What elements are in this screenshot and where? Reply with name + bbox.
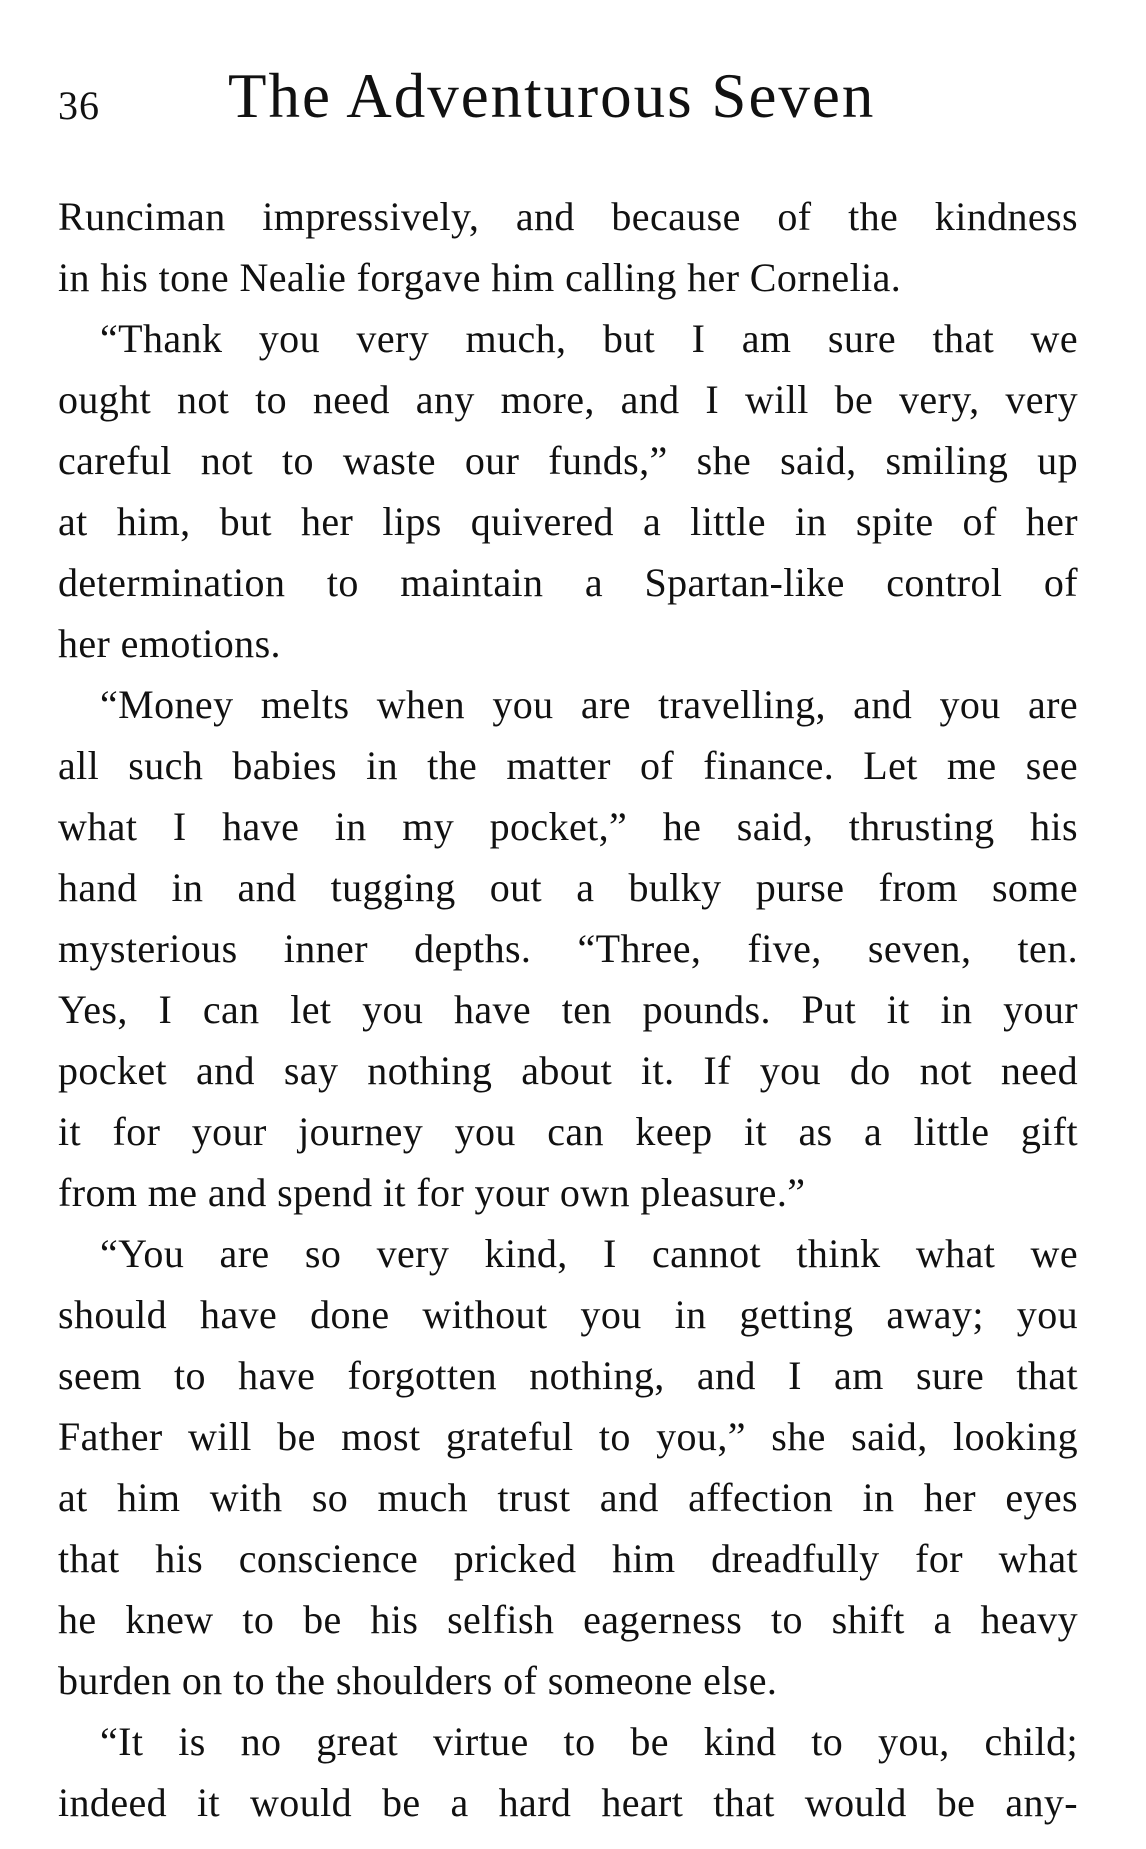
text-line: “Thank you very much, but I am sure that we xyxy=(100,316,1078,361)
page-number: 36 xyxy=(58,83,100,128)
text-line: from me and spend it for your own pleasure.” xyxy=(58,1170,806,1215)
text-line: it for your journey you can keep it as a little gift xyxy=(58,1109,1078,1154)
text-line: Father will be most grateful to you,” she said, looking xyxy=(58,1414,1078,1459)
text-line: Yes, I can let you have ten pounds. Put it in your xyxy=(58,987,1078,1032)
text-line: pocket and say nothing about it. If you do not need xyxy=(58,1048,1078,1093)
text-line: that his conscience pricked him dreadfully for what xyxy=(58,1536,1078,1581)
text-line: should have done without you in getting away; you xyxy=(58,1292,1078,1337)
text-line: indeed it would be a hard heart that would be any- xyxy=(58,1780,1078,1825)
text-line: “It is no great virtue to be kind to you, child; xyxy=(100,1719,1078,1764)
book-page xyxy=(58,60,1078,1833)
text-line: what I have in my pocket,” he said, thrusting his xyxy=(58,804,1078,849)
body-text xyxy=(58,186,1078,1833)
text-line: all such babies in the matter of finance. Let me see xyxy=(58,743,1078,788)
text-line: at him with so much trust and affection in her eyes xyxy=(58,1475,1078,1520)
text-line: “You are so very kind, I cannot think what we xyxy=(100,1231,1078,1276)
text-line: in his tone Nealie forgave him calling her Cornelia. xyxy=(58,255,902,300)
text-line: hand in and tugging out a bulky purse from some xyxy=(58,865,1078,910)
running-head xyxy=(58,60,1078,130)
text-line: her emotions. xyxy=(58,621,281,666)
text-line: careful not to waste our funds,” she said, smiling up xyxy=(58,438,1078,483)
text-line: mysterious inner depths. “Three, five, seven, ten. xyxy=(58,926,1078,971)
text-line: ought not to need any more, and I will be very, very xyxy=(58,377,1078,422)
text-line: determination to maintain a Spartan-like control of xyxy=(58,560,1078,605)
text-line: burden on to the shoulders of someone else. xyxy=(58,1658,778,1703)
book-title: The Adventurous Seven xyxy=(228,61,876,131)
text-line: he knew to be his selfish eagerness to shift a heavy xyxy=(58,1597,1078,1642)
text-line: “Money melts when you are travelling, and you are xyxy=(100,682,1078,727)
text-line: Runciman impressively, and because of the kindness xyxy=(58,194,1078,239)
text-line: at him, but her lips quivered a little in spite of her xyxy=(58,499,1078,544)
text-line: seem to have forgotten nothing, and I am sure that xyxy=(58,1353,1078,1398)
